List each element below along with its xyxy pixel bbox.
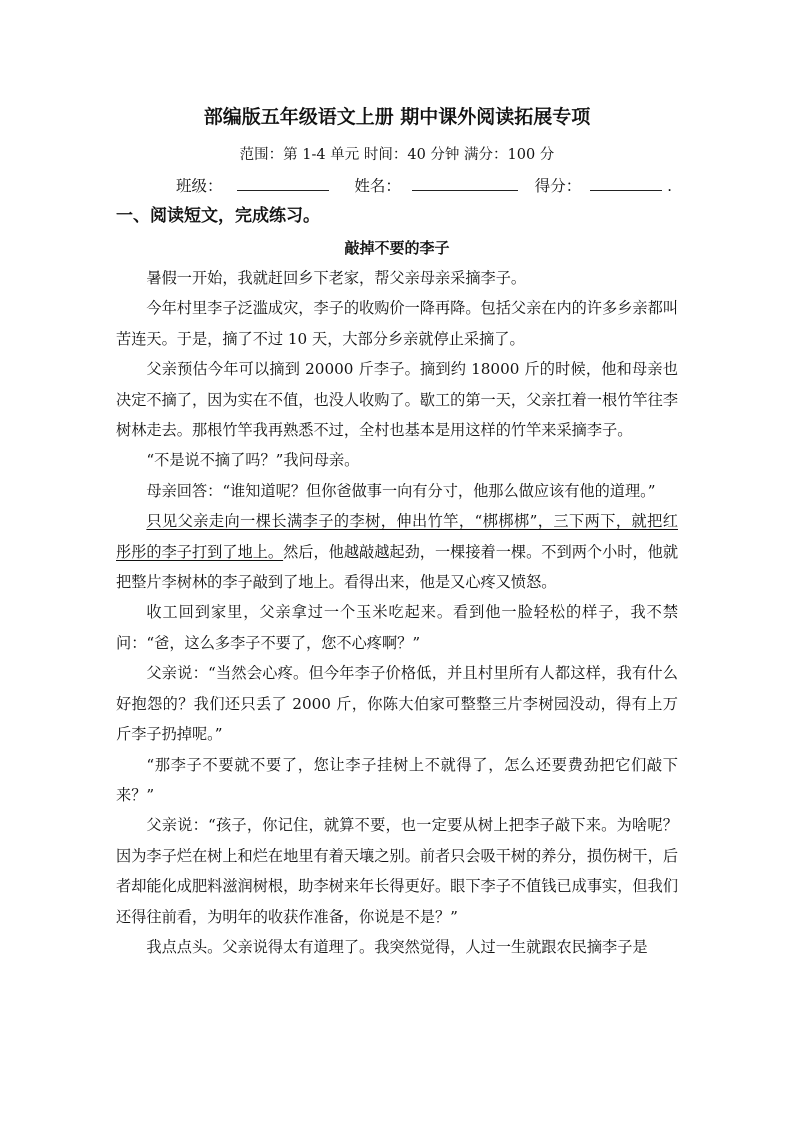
paragraph-8: 父亲说：“当然会心疼。但今年李子价格低，并且村里所有人都这样，我有什么好抱怨的？我们还只丢了 2000 斤，你陈大伯家可整整三片李树园没动，得有上万斤李子扔掉呢。” (116, 664, 678, 744)
paragraph-1: 暑假一开始，我就赶回乡下老家，帮父亲母亲采摘李子。 (146, 269, 527, 287)
class-label: 班级： (176, 177, 223, 195)
underlined-sentence: 只见父亲走向一棵长满李子的李树，伸出竹竿，“梆梆梆”，三下两下，就把红彤彤的李子打到了地上。 (116, 512, 678, 561)
paragraph-6 (116, 506, 678, 597)
paragraph-4: “不是说不摘了吗？”我问母亲。 (146, 451, 360, 470)
section-heading: 一、阅读短文，完成练习。 (116, 206, 320, 226)
exam-meta: 范围：第 1-4 单元 时间：40 分钟 满分：100 分 (239, 147, 555, 163)
story-body (116, 263, 678, 962)
paragraph-5: 母亲回答：“谁知道呢？但你爸做事一向有分寸，他那么做应该有他的道理。” (146, 481, 656, 500)
paragraph-2: 今年村里李子泛滥成灾，李子的收购价一降再降。包括父亲在内的许多乡亲都叫苦连天。于是，摘了不过 10 天，大部分乡亲就停止采摘了。 (116, 299, 678, 348)
paragraph-6-rest: 然后，他越敲越起劲，一棵接着一棵。不到两个小时，他就把整片李树林的李子敲到了地上。看得出来，他是又心疼又愤怒。 (116, 542, 679, 592)
student-info-row (176, 172, 673, 200)
name-label: 姓名： (354, 177, 401, 195)
paragraph-9: “那李子不要就不要了，您让李子挂树上不就得了，怎么还要费劲把它们敲下来？” (116, 755, 678, 804)
paragraph-11: 我点点头。父亲说得太有道理了。我突然觉得，人过一生就跟农民摘李子是 (146, 937, 648, 956)
worksheet-title: 部编版五年级语文上册 期中课外阅读拓展专项 (203, 106, 591, 128)
end-mark: . (667, 177, 673, 195)
name-field[interactable] (412, 172, 518, 191)
paragraph-3: 父亲预估今年可以摘到 20000 斤李子。摘到约 18000 斤的时候，他和母亲也决定不摘了，因为实在不值，也没人收购了。歇工的第一天，父亲扛着一根竹竿往李树林走去。那根竹竿我再熟悉不过，全村也基本是用这样的竹竿来采摘李子。 (116, 360, 678, 440)
story-title: 敲掉不要的李子 (344, 239, 450, 257)
score-field[interactable] (590, 172, 662, 191)
score-label: 得分： (534, 177, 582, 195)
paragraph-10: 父亲说：“孩子，你记住，就算不要，也一定要从树上把李子敲下来。为啥呢？因为李子烂在树上和烂在地里有着天壤之别。前者只会吸干树的养分，损伤树干，后者却能化成肥料滋润树根，助李树来年长得更好。眼下李子不值钱已成事实，但我们还得往前看，为明年的收获作准备，你说是不是？” (116, 816, 678, 926)
paragraph-7: 收工回到家里，父亲拿过一个玉米吃起来。看到他一脸轻松的样子，我不禁问：“爸，这么多李子不要了，您不心疼啊？” (116, 603, 678, 652)
class-field[interactable] (237, 172, 329, 191)
